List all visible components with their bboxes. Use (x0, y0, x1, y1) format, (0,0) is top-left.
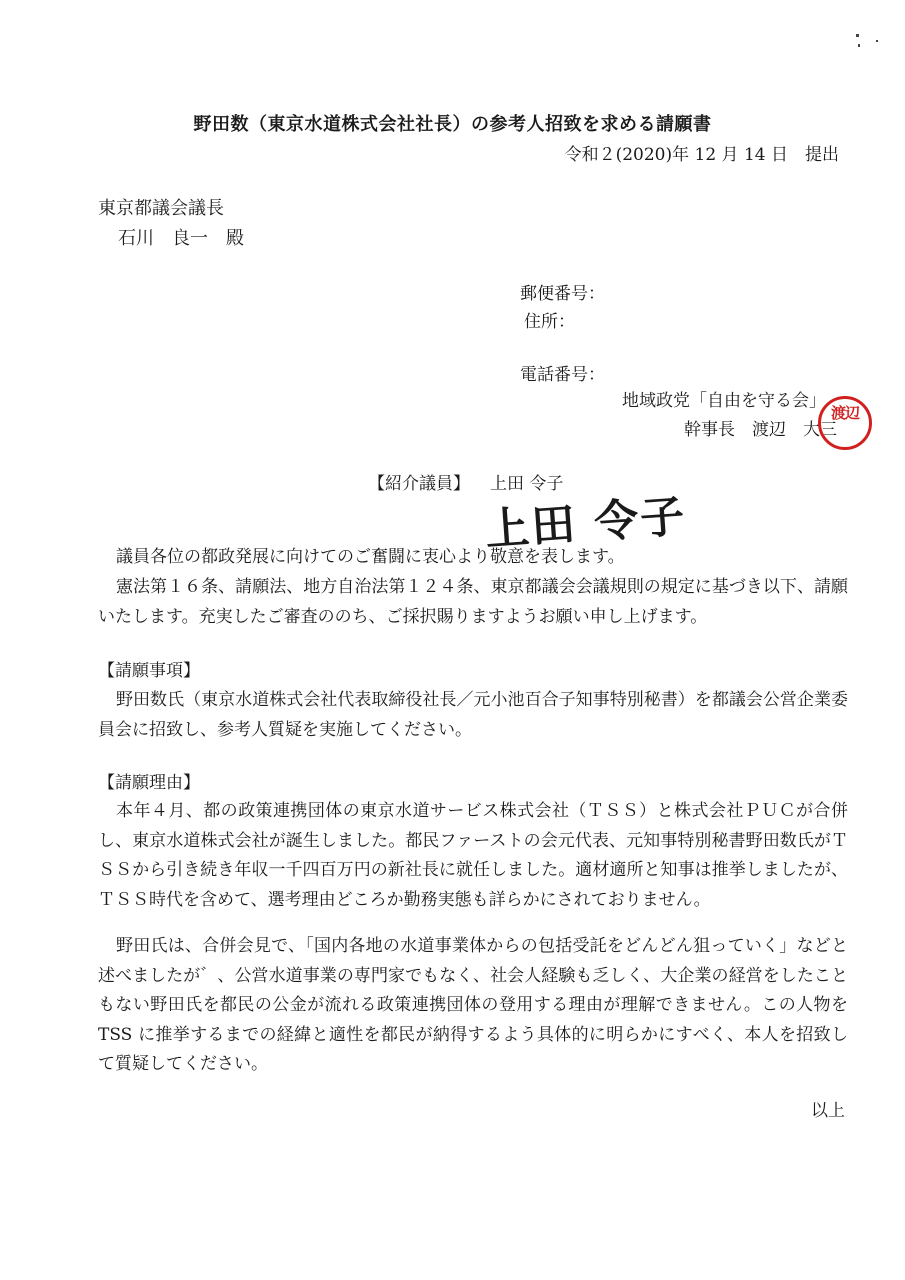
address-label: 住所： (524, 312, 575, 332)
scan-speck (876, 40, 878, 42)
closing-mark: 以上 (811, 1101, 845, 1121)
introducing-member-name: 上田 令子 (490, 474, 564, 494)
scan-speck (858, 44, 860, 47)
scan-speck (856, 34, 859, 37)
handwritten-signature: 上田 令子 (483, 491, 688, 556)
phone-label: 電話番号： (520, 365, 605, 385)
petition-items-heading: 【請願事項】 (98, 661, 200, 681)
addressee-title: 東京都議会議長 (98, 198, 224, 219)
petition-reasons-paragraph-1: 本年４月、都の政策連携団体の東京水道サービス株式会社（ＴＳＳ）と株式会社ＰＵＣが合併し、東京水道株式会社が誕生しました。都民ファーストの会元代表、元知事特別秘書野田数氏がＴＳＳから引き続き年収一千四百万円の新社長に就任しました。適材適所と知事は推挙しましたが、ＴＳＳ時代を含めて、選考理由どころか勤務実態も詳らかにされておりません。 (98, 801, 848, 910)
petition-reasons-heading: 【請願理由】 (98, 773, 200, 793)
petition-reasons-paragraph-2: 野田氏は、合併会見で、「国内各地の水道事業体からの包括受託をどんどん狙っていく」などと述べましたが゛、公営水道事業の専門家でもなく、社会人経験も乏しく、大企業の経営をしたこともない野田氏を都民の公金が流れる政策連携団体の登用する理由が理解できません。この人物を TSS に推挙するまでの経緯と適性を都民が納得するよう具体的に明らかにすべく、本人を招致して質疑してください。 (98, 936, 848, 1074)
introducing-member-label: 【紹介議員】 (368, 474, 470, 494)
addressee-name: 石川 良一 殿 (118, 228, 244, 249)
petitioner-representative: 幹事長 渡辺 大三 (684, 420, 837, 440)
legal-basis-paragraph: 憲法第１６条、請願法、地方自治法第１２４条、東京都議会会議規則の規定に基づき以下、請願いたします。充実したご審査ののち、ご採択賜りますようお願い申し上げます。 (98, 577, 848, 627)
submission-date: 令和２(2020)年 12 月 14 日 提出 (564, 145, 839, 165)
petition-items-body: 野田数氏（東京水道株式会社代表取締役社長／元小池百合子知事特別秘書）を都議会公営企業委員会に招致し、参考人質疑を実施してください。 (98, 690, 848, 740)
personal-seal-stamp: 渡辺 (818, 396, 872, 450)
postal-code-label: 郵便番号： (520, 284, 605, 304)
document-title: 野田数（東京水道株式会社社長）の参考人招致を求める請願書 (193, 114, 712, 135)
greeting-paragraph: 議員各位の都政発展に向けてのご奮闘に衷心より敬意を表します。 (116, 547, 625, 567)
petitioner-organization: 地域政党「自由を守る会」 (622, 391, 826, 411)
